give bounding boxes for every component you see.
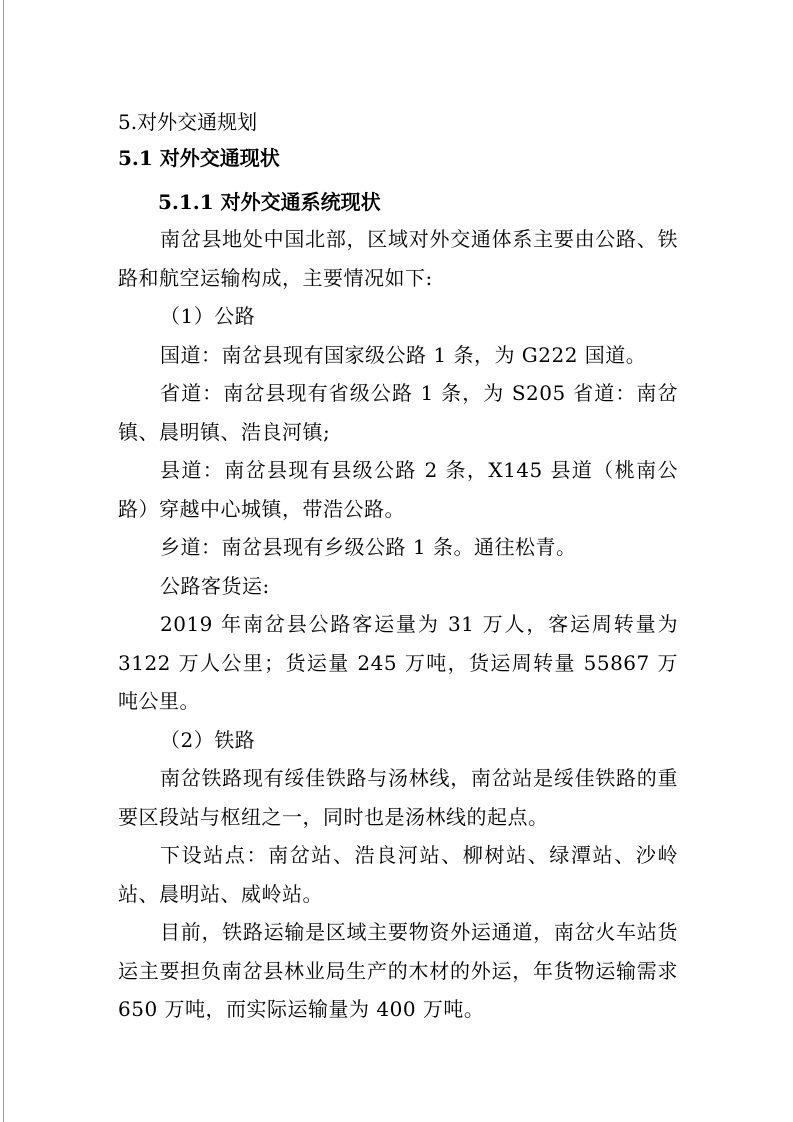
page-border xyxy=(3,0,4,1122)
paragraph-county-road: 县道：南岔县现有县级公路 2 条，X145 县道（桃南公路）穿越中心城镇，带浩公路。 xyxy=(118,458,678,521)
paragraph-railway-freight: 目前，铁路运输是区域主要物资外运通道，南岔火车站货运主要担负南岔县林业局生产的木材的外运，年货物运输需求 650 万吨，而实际运输量为 400 万吨。 xyxy=(118,920,678,1021)
section-title: 5.对外交通规划 xyxy=(118,110,258,134)
subsubsection-title: 5.1.1 对外交通系统现状 xyxy=(158,190,381,214)
heading-railway: （2）铁路 xyxy=(160,727,256,752)
subsection-title: 5.1 对外交通现状 xyxy=(118,146,280,170)
paragraph-railway-stations: 下设站点：南岔站、浩良河站、柳树站、绿潭站、沙岭站、晨明站、威岭站。 xyxy=(118,843,678,906)
paragraph-road-transport-label: 公路客货运: xyxy=(160,573,270,598)
paragraph-intro: 南岔县地处中国北部，区域对外交通体系主要由公路、铁路和航空运输构成，主要情况如下: xyxy=(118,227,678,290)
document-body xyxy=(118,104,678,1029)
paragraph-national-road: 国道：南岔县现有国家级公路 1 条，为 G222 国道。 xyxy=(160,342,647,367)
heading-highway: （1）公路 xyxy=(160,304,256,328)
paragraph-provincial-road: 省道：南岔县现有省级公路 1 条，为 S205 省道：南岔镇、晨明镇、浩良河镇; xyxy=(118,381,678,444)
paragraph-road-transport-stats: 2019 年南岔县公路客运量为 31 万人，客运周转量为 3122 万人公里；货运量 245 万吨，货运周转量 55867 万吨公里。 xyxy=(118,612,678,713)
paragraph-railway-lines: 南岔铁路现有绥佳铁路与汤林线，南岔站是绥佳铁路的重要区段站与枢纽之一，同时也是汤林线的起点。 xyxy=(118,766,678,829)
paragraph-township-road: 乡道：南岔县现有乡级公路 1 条。通往松青。 xyxy=(160,535,577,559)
